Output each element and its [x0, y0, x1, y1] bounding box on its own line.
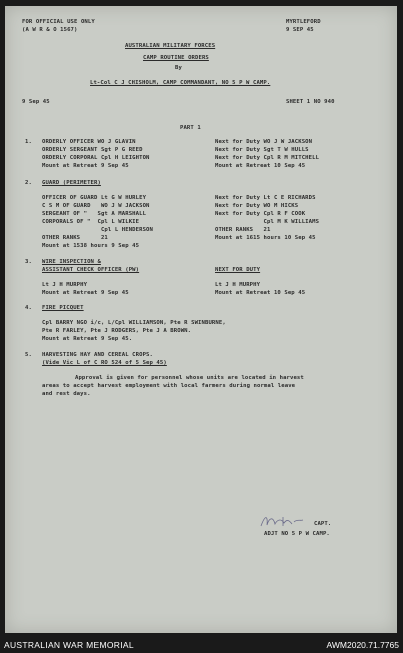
section-2-number: 2.: [25, 180, 32, 186]
section-5-title-1: HARVESTING HAY AND CEREAL CROPS.: [42, 352, 153, 358]
section-4-title: FIRE PICQUET: [42, 305, 84, 311]
accession-number: AWM2020.71.7765: [326, 640, 399, 650]
section-2-title: GUARD (PERIMETER): [42, 180, 101, 186]
heading-author: Lt-Col C J CHISHOLM, CAMP COMMANDANT, NO 5 P W CAMP.: [90, 80, 271, 86]
date-top: 9 SEP 45: [286, 27, 314, 33]
s1-left-2: ORDERLY SERGEANT Sgt P G REED: [42, 147, 143, 153]
heading-orders: CAMP ROUTINE ORDERS: [143, 55, 209, 61]
s5-para-2: areas to accept harvest employment with local farmers during normal leave: [42, 383, 296, 389]
s5-para-1: Approval is given for personnel whose units are located in harvest: [75, 375, 304, 381]
section-3-number: 3.: [25, 259, 32, 265]
s1-left-1: ORDERLY OFFICER WO J GLAVIN: [42, 139, 136, 145]
s5-para-3: and rest days.: [42, 391, 91, 397]
s2-left-4: CORPORALS OF " Cpl L WILKIE: [42, 219, 140, 225]
s2-left-7: Mount at 1538 hours 9 Sep 45: [42, 243, 140, 249]
section-4-number: 4.: [25, 305, 32, 311]
s1-right-2: Next for Duty Sgt T W HULLS: [215, 147, 309, 153]
part-heading: PART 1: [180, 125, 201, 131]
s3-left-2: Mount at Retreat 9 Sep 45: [42, 290, 129, 296]
s2-left-2: C S M OF GUARD WO J W JACKSON: [42, 203, 150, 209]
s2-right-2: Next for Duty WO M HICKS: [215, 203, 299, 209]
section-3-title-2: ASSISTANT CHECK OFFICER (PW): [42, 267, 140, 273]
s1-left-3: ORDERLY CORPORAL Cpl H LEIGHTON: [42, 155, 150, 161]
place: MYRTLEFORD: [286, 19, 321, 25]
s1-left-4: Mount at Retreat 9 Sep 45: [42, 163, 129, 169]
s2-right-4: Cpl M K WILLIAMS: [215, 219, 320, 225]
s2-right-6: Mount at 1615 hours 10 Sep 45: [215, 235, 316, 241]
s1-right-4: Mount at Retreat 10 Sep 45: [215, 163, 306, 169]
s1-right-1: Next for Duty WO J W JACKSON: [215, 139, 313, 145]
s4-line-1: Cpl BARRY NGO i/c, L/Cpl WILLIAMSON, Pte R SWINBURNE,: [42, 320, 226, 326]
s3-right-2: Mount at Retreat 10 Sep 45: [215, 290, 306, 296]
s4-line-2: Pte R FARLEY, Pte J RODGERS, Pte J A BROWN.: [42, 328, 192, 334]
section-5-title-2: (Vide Vic L of C RO 524 of 5 Sep 45): [42, 360, 167, 366]
s2-left-6: OTHER RANKS 21: [42, 235, 108, 241]
s2-left-3: SERGEANT OF " Sgt A MARSHALL: [42, 211, 147, 217]
heading-forces: AUSTRALIAN MILITARY FORCES: [125, 43, 216, 49]
section-1-number: 1.: [25, 139, 32, 145]
archive-name: AUSTRALIAN WAR MEMORIAL: [4, 640, 134, 650]
date-left: 9 Sep 45: [22, 99, 50, 105]
archive-footer: [0, 635, 403, 653]
s4-line-3: Mount at Retreat 9 Sep 45.: [42, 336, 133, 342]
s1-right-3: Next for Duty Cpl R M MITCHELL: [215, 155, 320, 161]
signatory-title: ADJT NO 5 P W CAMP.: [264, 531, 330, 537]
handwritten-signature: [259, 512, 307, 530]
section-5-number: 5.: [25, 352, 32, 358]
s2-left-5: Cpl L HENDERSON: [42, 227, 153, 233]
s3-right-1: Lt J H MURPHY: [215, 282, 261, 288]
authority: (A W R & O 1567): [22, 27, 78, 33]
s2-left-1: OFFICER OF GUARD Lt G W HURLEY: [42, 195, 147, 201]
sheet-number: SHEET 1 NO 940: [286, 99, 335, 105]
heading-by: By: [175, 65, 182, 71]
signatory-rank: CAPT.: [314, 521, 332, 527]
section-3-next-title: NEXT FOR DUTY: [215, 267, 261, 273]
classification: FOR OFFICIAL USE ONLY: [22, 19, 95, 25]
s2-right-5: OTHER RANKS 21: [215, 227, 271, 233]
s2-right-3: Next for Duty Cpl R F COOK: [215, 211, 306, 217]
section-3-title-1: WIRE INSPECTION &: [42, 259, 101, 265]
s3-left-1: Lt J H MURPHY: [42, 282, 88, 288]
s2-right-1: Next for Duty Lt C E RICHARDS: [215, 195, 316, 201]
